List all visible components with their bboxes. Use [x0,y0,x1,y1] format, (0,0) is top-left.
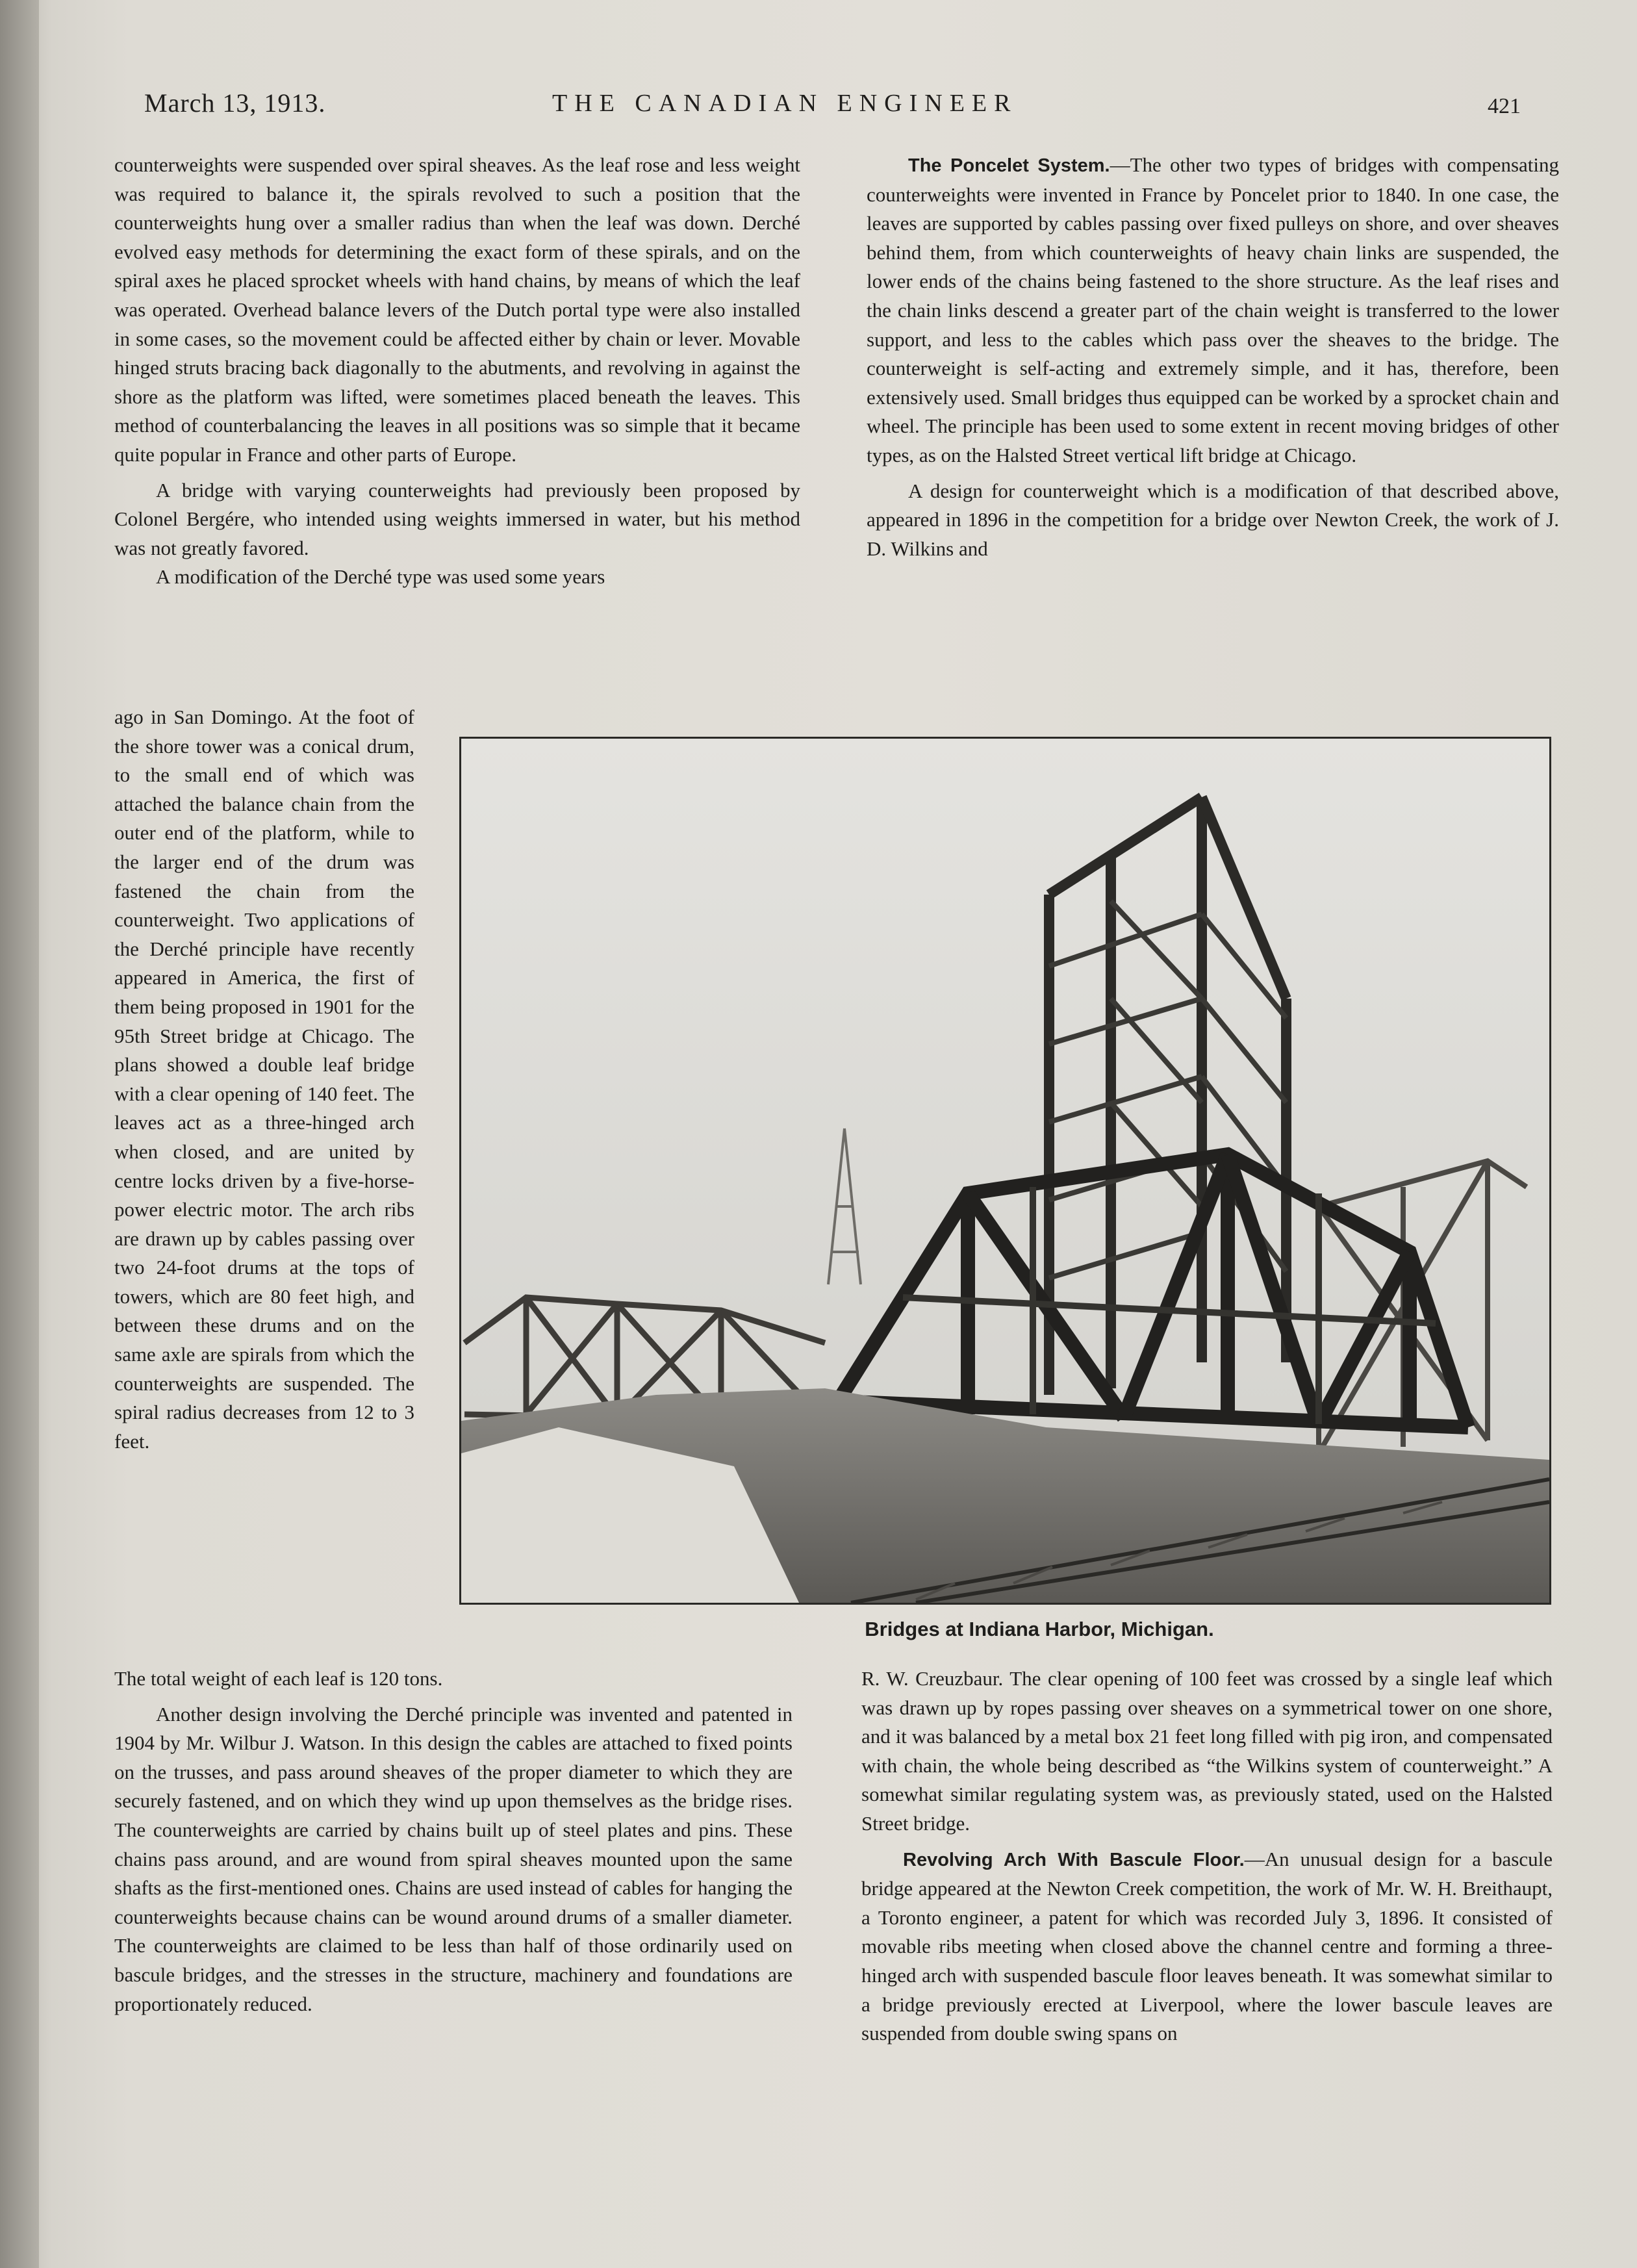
bridge-photograph [459,737,1551,1605]
right-column-bottom [861,1664,1553,2048]
paragraph-poncelet [867,151,1559,470]
section-heading-revolving-arch: Revolving Arch With Bascule Floor. [903,1849,1245,1870]
paragraph-derche-spirals: counterweights were suspended over spiral sheaves. As the leaf rose and less weight was required to balance it, the spirals revolved to such a position that the counterweights hung over a smaller radius than when the leaf was down. Derché evolved easy methods for determining the exact form of these spirals, and on the spiral axes he placed sprocket wheels with hand chains, by means of which the leaf was operated. Overhead balance levers of the Dutch portal type were also installed in some cases, so the movement could be affected either by chain or lever. Movable hinged struts bracing back diagonally to the abutments, and revolving in against the shore as the platform was lifted, were sometimes placed beneath the leaves. This method of counterbalancing the leaves in all positions was so simple that it became quite popular in France and other parts of Europe. [114,153,800,466]
paragraph-watson-design: Another design involving the Derché principle was invented and patented in 1904 by Mr. Wilbur J. Watson. In this design the cables are attached to fixed points on the trusses, and pass around sheaves of the proper diameter to which they are securely fastened, and on which they wind up upon themselves as the bridge rises. The counterweights are carried by chains built up of steel plates and pins. These chains pass around, and are wound from spiral sheaves mounted upon the same shafts as the first-mentioned ones. Chains are used instead of cables for hanging the counterweights because chains can be wound around drums of a smaller diameter. The counterweights are claimed to be less than half of those ordinarily used on bascule bridges, and the stresses in the structure, machinery and foundations are proportionately reduced. [114,1702,793,2015]
page-number: 421 [1488,94,1521,118]
book-spine-shadow [0,0,39,2268]
bridge-illustration [461,739,1549,1603]
right-column-top [867,151,1559,563]
poncelet-text: —The other two types of bridges with compensating counterweights were invented in France by Poncelet prior to 1840. In one case, the leaves are supported by cables passing over fixed pulleys on shore, and over sheaves behind them, from which counterweights of heavy chain links are suspended, the lower ends of the chains being fastened to the shore structure. As the leaf rises and the chain links descend a greater part of the chain weight is transferred to the lower support, and less to the cables which pass over the sheaves to the bridge. The counterweight is self-acting and extremely simple, and it has, therefore, been extensively used. Small bridges thus equipped can be worked by a sprocket chain and wheel. The principle has been used to some extent in recent moving bridges of other types, as on the Halsted Street vertical lift bridge at Chicago. [867,153,1559,466]
paragraph-bergere: A bridge with varying counterweights had previously been proposed by Colonel Bergére, who intended using weights immersed in water, but his method was not greatly favored. [114,478,800,559]
running-header [0,88,1637,127]
left-column-narrow [114,703,414,1456]
revolving-arch-text: —An unusual design for a bascule bridge appeared at the Newton Creek competition, the work of Mr. W. H. Breithaupt, a Toronto engineer, a patent for which was recorded July 3, 1896. It consisted of movable ribs meeting when closed above the channel centre and forming a three-hinged arch with suspended bascule floor leaves beneath. It was somewhat similar to a bridge previously erected at Liverpool, where the lower bascule leaves are suspended from double swing spans on [861,1847,1553,2045]
left-column-top [114,151,800,592]
paragraph-creuzbaur: R. W. Creuzbaur. The clear opening of 100 feet was crossed by a single leaf which was drawn up by ropes passing over sheaves on a symmetrical tower on one shore, and it was balanced by a metal box 21 feet long filled with pig iron, and compensated with chain, the whole being described as “the Wilkins system of counterweight.” A somewhat similar regulating system was, as previously stated, used on the Halsted Street bridge. [861,1667,1553,1835]
left-column-bottom [114,1664,793,2019]
journal-title: THE CANADIAN ENGINEER [552,90,1018,117]
paragraph-newton-creek: A design for counterweight which is a modification of that described above, appeared in 1896 in the competition for a bridge over Newton Creek, the work of J. D. Wilkins and [867,479,1559,560]
section-heading-poncelet: The Poncelet System. [908,155,1110,176]
paragraph-revolving-arch [861,1845,1553,2048]
paragraph-leaf-weight: The total weight of each leaf is 120 tons. [114,1667,443,1690]
paragraph-san-domingo-start: A modification of the Derché type was used some years [156,565,605,589]
issue-date: March 13, 1913. [144,88,326,118]
paragraph-san-domingo: ago in San Domingo. At the foot of the shore tower was a conical drum, to the small end of which was attached the balance chain from the outer end of the platform, while to the larger end of the drum was fastened the chain from the counterweight. Two applications of the Derché principle have recently appeared in America, the first of them being proposed in 1901 for the 95th Street bridge at Chicago. The plans showed a double leaf bridge with a clear opening of 140 feet. The leaves act as a three-hinged arch when closed, and are united by centre locks driven by a five-horse-power electric motor. The arch ribs are drawn up by cables passing over two 24-foot drums at the tops of towers, which are 80 feet high, and between these drums and on the same axle are spirals from which the counterweights are suspended. The spiral radius decreases from 12 to 3 feet. [114,706,414,1453]
figure-caption: Bridges at Indiana Harbor, Michigan. [865,1618,1214,1640]
